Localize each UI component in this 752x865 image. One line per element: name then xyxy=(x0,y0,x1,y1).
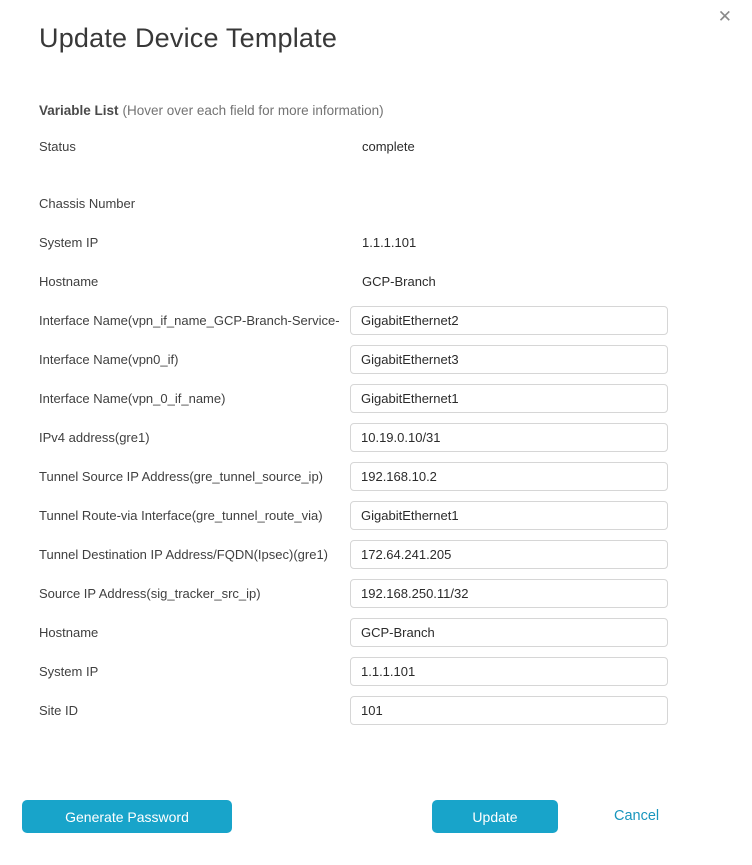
field-row-interface-name-vpn-0-if-name xyxy=(39,379,668,418)
cancel-button[interactable]: Cancel xyxy=(614,800,659,833)
tunnel-destination-input[interactable] xyxy=(350,540,668,569)
field-row-source-ip-tracker xyxy=(39,574,668,613)
source-ip-tracker-label: Source IP Address(sig_tracker_src_ip) xyxy=(39,586,261,601)
site-id-label: Site ID xyxy=(39,703,79,718)
variable-list-header xyxy=(39,103,752,119)
field-row-chassis-number xyxy=(39,184,668,223)
hostname-editable-label: Hostname xyxy=(39,625,99,640)
tunnel-source-ip-label: Tunnel Source IP Address(gre_tunnel_source_ip) xyxy=(39,469,324,484)
source-ip-tracker-input[interactable] xyxy=(350,579,668,608)
field-row-hostname-editable xyxy=(39,613,668,652)
generate-password-button[interactable]: Generate Password xyxy=(22,800,232,833)
status-label: Status xyxy=(39,139,76,154)
field-row-interface-name-service-vpn xyxy=(39,301,668,340)
interface-name-vpn0-if-input[interactable] xyxy=(350,345,668,374)
system-ip-value: 1.1.1.101 xyxy=(362,234,417,250)
field-row-interface-name-vpn0-if xyxy=(39,340,668,379)
variable-list xyxy=(0,127,752,730)
update-button[interactable]: Update xyxy=(432,800,558,833)
system-ip-input[interactable] xyxy=(350,657,668,686)
variable-list-heading: Variable List xyxy=(39,103,119,118)
chassis-number-value xyxy=(350,196,362,211)
field-row-system-ip-editable xyxy=(39,652,668,691)
ipv4-address-gre1-label: IPv4 address(gre1) xyxy=(39,430,150,445)
system-ip-editable-label: System IP xyxy=(39,664,99,679)
field-row-tunnel-destination xyxy=(39,535,668,574)
hostname-label: Hostname xyxy=(39,274,99,289)
interface-name-service-vpn-input[interactable] xyxy=(350,306,668,335)
status-value: complete xyxy=(362,138,415,154)
hostname-input[interactable] xyxy=(350,618,668,647)
field-row-ipv4-address-gre1 xyxy=(39,418,668,457)
interface-name-vpn0-if-label: Interface Name(vpn0_if) xyxy=(39,352,179,367)
close-icon[interactable]: ✕ xyxy=(717,7,732,26)
site-id-input[interactable] xyxy=(350,696,668,725)
tunnel-source-ip-input[interactable] xyxy=(350,462,668,491)
hostname-value: GCP-Branch xyxy=(362,273,436,289)
field-row-tunnel-source-ip xyxy=(39,457,668,496)
ipv4-address-gre1-input[interactable] xyxy=(350,423,668,452)
tunnel-route-via-input[interactable] xyxy=(350,501,668,530)
field-row-tunnel-route-via xyxy=(39,496,668,535)
variable-list-hint: (Hover over each field for more information) xyxy=(122,103,384,118)
interface-name-vpn-0-if-name-input[interactable] xyxy=(350,384,668,413)
tunnel-destination-label: Tunnel Destination IP Address/FQDN(Ipsec)(gre1) xyxy=(39,547,329,562)
field-row-status xyxy=(39,127,668,166)
system-ip-label: System IP xyxy=(39,235,99,250)
field-row-site-id xyxy=(39,691,668,730)
chassis-number-label: Chassis Number xyxy=(39,196,136,211)
field-row-hostname-static xyxy=(39,262,668,301)
field-row-system-ip-static xyxy=(39,223,668,262)
dialog-title: Update Device Template xyxy=(39,23,338,53)
dialog-footer xyxy=(0,800,752,834)
interface-name-service-vpn-label: Interface Name(vpn_if_name_GCP-Branch-Service- xyxy=(39,313,340,328)
interface-name-vpn-0-if-name-label: Interface Name(vpn_0_if_name) xyxy=(39,391,226,406)
tunnel-route-via-label: Tunnel Route-via Interface(gre_tunnel_route_via) xyxy=(39,508,323,523)
